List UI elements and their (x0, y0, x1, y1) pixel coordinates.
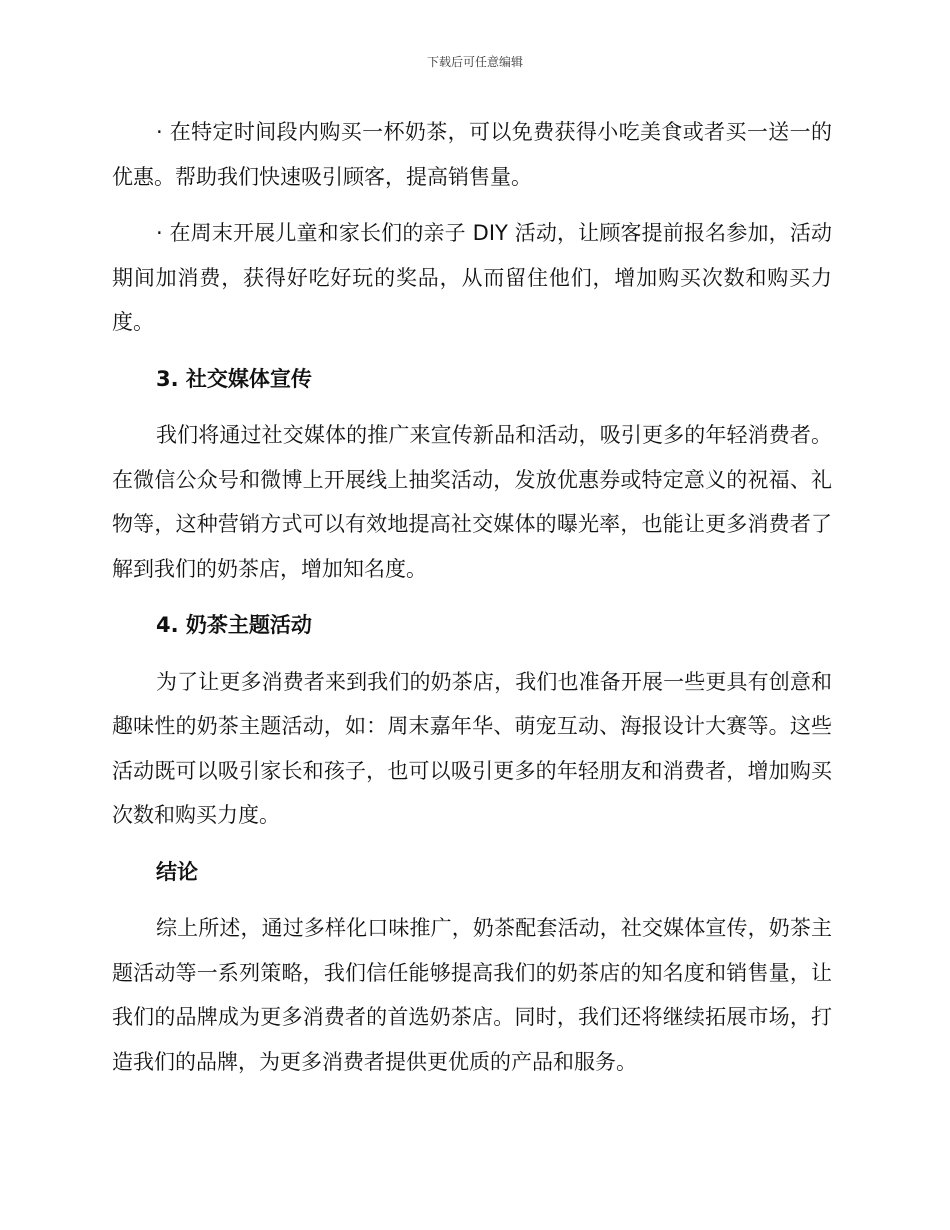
paragraph-social-media: 我们将通过社交媒体的推广来宣传新品和活动，吸引更多的年轻消费者。在微信公众号和微博上开展线上抽奖活动，发放优惠券或特定意义的祝福、礼物等，这种营销方式可以有效地提高社交媒体的曝光率，也能让更多消费者了解到我们的奶茶店，增加知名度。 (112, 423, 832, 581)
section-heading-social-media: 3. 社交媒体宣传 (156, 366, 312, 391)
section-heading-theme-activity: 4. 奶茶主题活动 (156, 613, 312, 637)
document-body (112, 110, 832, 1096)
paragraph-conclusion: 综上所述，通过多样化口味推广，奶茶配套活动，社交媒体宣传，奶茶主题活动等一系列策略，我们信任能够提高我们的奶茶店的知名度和销售量，让我们的品牌成为更多消费者的首选奶茶店。同时，我们还将继续拓展市场，打造我们的品牌，为更多消费者提供更优质的产品和服务。 (112, 916, 832, 1074)
bullet-paragraph-diy: · 在周末开展儿童和家长们的亲子 DIY 活动，让顾客提前报名参加，活动期间加消费，获得好吃好玩的奖品，从而留住他们，增加购买次数和购买力度。 (112, 221, 832, 334)
page-header: 下载后可任意编辑 (426, 55, 523, 69)
paragraph-theme-activity: 为了让更多消费者来到我们的奶茶店，我们也准备开展一些更具有创意和趣味性的奶茶主题活动，如：周末嘉年华、萌宠互动、海报设计大赛等。这些活动既可以吸引家长和孩子，也可以吸引更多的年轻朋友和消费者，增加购买次数和购买力度。 (112, 669, 832, 827)
section-heading-conclusion: 结论 (156, 859, 198, 884)
bullet-paragraph-promo: · 在特定时间段内购买一杯奶茶，可以免费获得小吃美食或者买一送一的优惠。帮助我们快速吸引顾客，提高销售量。 (112, 120, 832, 189)
